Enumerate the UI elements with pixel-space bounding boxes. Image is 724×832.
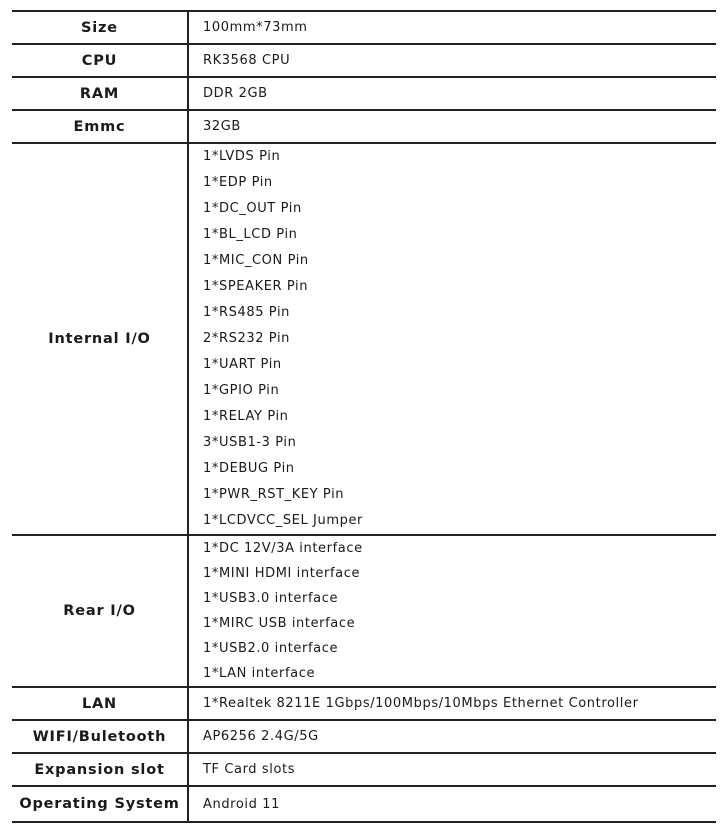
spec-label: Expansion slot [12, 753, 188, 786]
io-list-item: 1*MINI HDMI interface [203, 566, 361, 581]
spec-row-emmc [12, 110, 716, 143]
io-list-item: 1*DEBUG Pin [203, 461, 295, 476]
io-list-item: 1*USB3.0 interface [203, 591, 339, 606]
io-list-item: 2*RS232 Pin [203, 331, 291, 346]
io-list-item: 1*MIRC USB interface [203, 616, 356, 631]
rear-io-list [188, 535, 716, 687]
spec-row-expansion [12, 753, 716, 786]
io-list-item: 1*BL_LCD Pin [203, 227, 298, 242]
spec-row-lan [12, 687, 716, 720]
spec-value: 32GB [188, 110, 716, 143]
spec-row-os [12, 786, 716, 822]
spec-label: Operating System [12, 786, 188, 822]
spec-label: Rear I/O [12, 535, 188, 687]
io-list-item: 3*USB1-3 Pin [203, 435, 297, 450]
spec-row-wifi [12, 720, 716, 753]
io-list-item: 1*UART Pin [203, 357, 282, 372]
spec-label: Emmc [12, 110, 188, 143]
spec-row-ram [12, 77, 716, 110]
io-list-item: 1*LVDS Pin [203, 149, 281, 164]
io-list-item: 1*RELAY Pin [203, 409, 289, 424]
internal-io-list [188, 143, 716, 535]
spec-row-internal-io [12, 143, 716, 535]
spec-label: Internal I/O [12, 143, 188, 535]
spec-value: DDR 2GB [188, 77, 716, 110]
spec-label: RAM [12, 77, 188, 110]
spec-value: 1*Realtek 8211E 1Gbps/100Mbps/10Mbps Ethernet Controller [188, 687, 716, 720]
spec-value: RK3568 CPU [188, 44, 716, 77]
io-list-item: 1*MIC_CON Pin [203, 253, 309, 268]
spec-label: CPU [12, 44, 188, 77]
spec-row-cpu [12, 44, 716, 77]
io-list-item: 1*DC 12V/3A interface [203, 541, 363, 556]
io-list-item: 1*LAN interface [203, 666, 316, 681]
spec-row-size [12, 11, 716, 44]
spec-label: LAN [12, 687, 188, 720]
spec-label: Size [12, 11, 188, 44]
spec-row-rear-io [12, 535, 716, 687]
io-list-item: 1*SPEAKER Pin [203, 279, 309, 294]
io-list-item: 1*USB2.0 interface [203, 641, 339, 656]
spec-value: TF Card slots [188, 753, 716, 786]
spec-table [12, 10, 716, 823]
io-list-item: 1*LCDVCC_SEL Jumper [203, 513, 363, 528]
io-list-item: 1*DC_OUT Pin [203, 201, 302, 216]
spec-value: 100mm*73mm [188, 11, 716, 44]
spec-value: Android 11 [188, 786, 716, 822]
io-list-item: 1*RS485 Pin [203, 305, 291, 320]
io-list-item: 1*GPIO Pin [203, 383, 280, 398]
io-list-item: 1*PWR_RST_KEY Pin [203, 487, 345, 502]
spec-value: AP6256 2.4G/5G [188, 720, 716, 753]
io-list-item: 1*EDP Pin [203, 175, 273, 190]
spec-label: WIFI/Buletooth [12, 720, 188, 753]
